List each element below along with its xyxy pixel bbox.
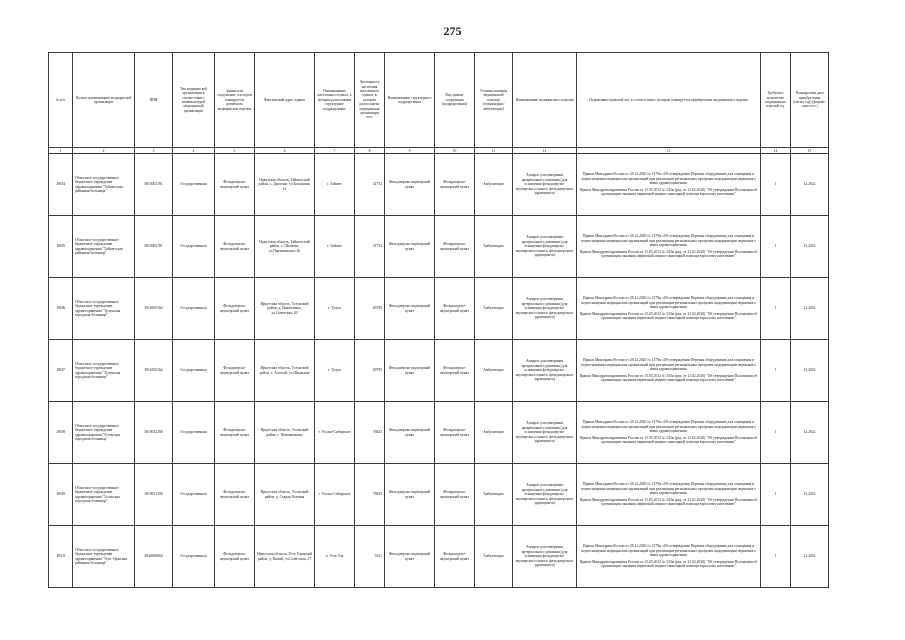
organization-name-cell: Областное государственное бюджетное учреждение здравоохранения "Усть-Удинская районная больница" <box>73 526 135 588</box>
legal-act-cell <box>577 402 761 464</box>
header-cell: Численность населения населенного пункта, в котором расположено медицинская организация чел. <box>355 53 385 148</box>
inn-cell: 3816001164 <box>135 340 173 402</box>
row-number-cell: 1806 <box>49 278 73 340</box>
quantity-cell: 1 <box>761 402 791 464</box>
header-cell: № п/п <box>49 53 73 148</box>
header-cell: Вид здания/сооружения (подразделения) <box>435 53 475 148</box>
medical-equipment-table <box>48 52 829 588</box>
quantity-cell: 1 <box>761 216 791 278</box>
legal-act-cell <box>577 464 761 526</box>
building-kind-cell: Фельдшерско-акушерский пункт <box>435 402 475 464</box>
column-number: 3 <box>135 148 173 154</box>
table-row <box>49 402 829 464</box>
structural-unit-cell: Фельдшерско-акушерский пункт <box>385 154 435 216</box>
header-cell: Условия оказания медицинской помощи (стационарно/амбулаторно) <box>475 53 513 148</box>
locality-cell: г. Усолье-Сибирское <box>315 402 355 464</box>
medical-device-cell: Аппарат для измерения артериального давления (для оснащения фельдшерско-акушерского пункта, фельдшерского здравпункта) <box>513 216 577 278</box>
column-number: 6 <box>255 148 315 154</box>
legal-act-text: Приказ Минздравсоцразвития России от 15.05.2012 № 543н (ред. от 21.02.2020) "Об утверждении Положения об организации оказания первичной медико-санитарной помощи взрослому населению" <box>579 249 758 259</box>
care-conditions-cell: Амбулаторно <box>475 154 513 216</box>
building-cell: Фельдшерско-акушерский пункт <box>215 402 255 464</box>
quantity-cell: 1 <box>761 464 791 526</box>
legal-act-text: Приказ Минздрава России от 28.12.2020 № 1379н «Об утверждении Перечня оборудования для оснащения и переоснащения медицинских организаций при реализации региональных программ модернизации первичного звена здравоохранения» <box>581 358 756 372</box>
header-cell: Требуемое количество медицинских изделий, ед. <box>761 53 791 148</box>
legal-act-text: Приказ Минздрава России от 28.12.2020 № 1379н «Об утверждении Перечня оборудования для оснащения и переоснащения медицинских организаций при реализации региональных программ модернизации первичного звена здравоохранения» <box>581 544 756 558</box>
population-cell: 76825 <box>355 402 385 464</box>
inn-cell: 3815002781 <box>135 216 173 278</box>
building-cell: Фельдшерско-акушерский пункт <box>215 526 255 588</box>
population-cell: 5521 <box>355 526 385 588</box>
quantity-cell: 1 <box>761 278 791 340</box>
medical-device-cell: Аппарат для измерения артериального давления (для оснащения фельдшерско-акушерского пункта, фельдшерского здравпункта) <box>513 154 577 216</box>
legal-act-text: Приказ Минздрава России от 28.12.2020 № 1379н «Об утверждении Перечня оборудования для оснащения и переоснащения медицинских организаций при реализации региональных программ модернизации первичного звена здравоохранения» <box>581 234 756 248</box>
medical-device-cell: Аппарат для измерения артериального давления (для оснащения фельдшерско-акушерского пункта, фельдшерского здравпункта) <box>513 526 577 588</box>
care-conditions-cell: Амбулаторно <box>475 526 513 588</box>
column-number: 13 <box>577 148 761 154</box>
header-cell: Планируемая дата приобретения (месяц, год) (формат: «мм.гггг») <box>791 53 829 148</box>
header-cell: Тип медицинской организации в соответствии с номенклатурой медицинской организации <box>173 53 215 148</box>
care-conditions-cell: Амбулаторно <box>475 464 513 526</box>
header-cell: Наименование медицинского изделия <box>513 53 577 148</box>
population-cell: 40793 <box>355 340 385 402</box>
medical-device-cell: Аппарат для измерения артериального давления (для оснащения фельдшерско-акушерского пункта, фельдшерского здравпункта) <box>513 402 577 464</box>
purchase-date-cell: 12.2022 <box>791 526 829 588</box>
locality-cell: г. Тайшет <box>315 216 355 278</box>
legal-act-text: Приказ Минздравсоцразвития России от 15.05.2012 № 543н (ред. от 21.02.2020) "Об утверждении Положения об организации оказания первичной медико-санитарной помощи взрослому населению" <box>579 497 758 507</box>
organization-name-cell: Областное государственное бюджетное учреждение здравоохранения "Тулунская городская больница" <box>73 278 135 340</box>
header-cell: ИНН <box>135 53 173 148</box>
medical-device-cell: Аппарат для измерения артериального давления (для оснащения фельдшерско-акушерского пункта, фельдшерского здравпункта) <box>513 278 577 340</box>
population-cell: 40793 <box>355 278 385 340</box>
address-cell: Иркутская область, Усольский район, д. Старая Ясачная <box>255 464 315 526</box>
column-number: 2 <box>73 148 135 154</box>
legal-act-text: Приказ Минздрава России от 28.12.2020 № 1379н «Об утверждении Перечня оборудования для оснащения и переоснащения медицинских организаций при реализации региональных программ модернизации первичного звена здравоохранения» <box>581 172 756 186</box>
legal-act-text: Приказ Минздрава России от 28.12.2020 № 1379н «Об утверждении Перечня оборудования для оснащения и переоснащения медицинских организаций при реализации региональных программ модернизации первичного звена здравоохранения» <box>581 420 756 434</box>
purchase-date-cell: 12.2022 <box>791 216 829 278</box>
building-cell: Фельдшерско-акушерский пункт <box>215 340 255 402</box>
care-conditions-cell: Амбулаторно <box>475 402 513 464</box>
row-number-cell: 1807 <box>49 340 73 402</box>
building-cell: Фельдшерско-акушерский пункт <box>215 464 255 526</box>
building-kind-cell: Фельдшерско-акушерский пункт <box>435 216 475 278</box>
address-cell: Иркутская область, Тулунский район, с. Алгатуй, ул.Школьная <box>255 340 315 402</box>
care-conditions-cell: Амбулаторно <box>475 216 513 278</box>
inn-cell: 3819012290 <box>135 464 173 526</box>
column-number: 7 <box>315 148 355 154</box>
legal-act-cell <box>577 216 761 278</box>
row-number-cell: 1804 <box>49 154 73 216</box>
building-cell: Фельдшерско-акушерский пункт <box>215 278 255 340</box>
column-number: 1 <box>49 148 73 154</box>
building-cell: Фельдшерско-акушерский пункт <box>215 154 255 216</box>
inn-cell: 3815002781 <box>135 154 173 216</box>
header-cell: Фактический адрес здания <box>255 53 315 148</box>
quantity-cell: 1 <box>761 154 791 216</box>
table-row <box>49 464 829 526</box>
legal-act-cell <box>577 340 761 402</box>
locality-cell: г. Тайшет <box>315 154 355 216</box>
address-cell: Иркутская область, Усольский район, с. Новожилкино <box>255 402 315 464</box>
address-cell: Иркутская область, Тайшетский район, с. Джогино, ул.Боханская, 1а <box>255 154 315 216</box>
address-cell: Иркутская область, Усть-Удинский район, д. Кижей, ул.Советская, 27 <box>255 526 315 588</box>
header-cell: Полное наименование медицинской организации <box>73 53 135 148</box>
legal-act-text: Приказ Минздравсоцразвития России от 15.05.2012 № 543н (ред. от 21.02.2020) "Об утверждении Положения об организации оказания первичной медико-санитарной помощи взрослому населению" <box>579 187 758 197</box>
row-number-cell: 1810 <box>49 526 73 588</box>
column-number: 10 <box>435 148 475 154</box>
organization-name-cell: Областное государственное бюджетное учреждение здравоохранения "Усольская городская больница" <box>73 464 135 526</box>
organization-name-cell: Областное государственное бюджетное учреждение здравоохранения "Усольская городская больница" <box>73 402 135 464</box>
organization-name-cell: Областное государственное бюджетное учреждение здравоохранения "Тайшетская районная больница" <box>73 216 135 278</box>
header-cell: Нормативно-правовой акт, в соответствии с которым планируется приобретение медицинского изделия <box>577 53 761 148</box>
structural-unit-cell: Фельдшерско-акушерский пункт <box>385 340 435 402</box>
table-row <box>49 216 829 278</box>
population-cell: 32754 <box>355 154 385 216</box>
population-cell: 76825 <box>355 464 385 526</box>
row-number-cell: 1809 <box>49 464 73 526</box>
locality-cell: г. Усолье-Сибирское <box>315 464 355 526</box>
row-number-cell: 1805 <box>49 216 73 278</box>
purchase-date-cell: 12.2022 <box>791 402 829 464</box>
legal-act-cell <box>577 526 761 588</box>
table-row <box>49 278 829 340</box>
medical-device-cell: Аппарат для измерения артериального давления (для оснащения фельдшерско-акушерского пункта, фельдшерского здравпункта) <box>513 340 577 402</box>
legal-act-text: Приказ Минздравсоцразвития России от 15.05.2012 № 543н (ред. от 21.02.2020) "Об утверждении Положения об организации оказания первичной медико-санитарной помощи взрослому населению" <box>579 559 758 569</box>
quantity-cell: 1 <box>761 526 791 588</box>
organization-type-cell: Государственная <box>173 526 215 588</box>
inn-cell: 3819012290 <box>135 402 173 464</box>
column-number: 15 <box>791 148 829 154</box>
population-cell: 32754 <box>355 216 385 278</box>
header-cell: Наименование населенного пункта, в котором расположена структурное подразделение <box>315 53 355 148</box>
organization-name-cell: Областное государственное бюджетное учреждение здравоохранения "Тайшетская районная больница" <box>73 154 135 216</box>
building-cell: Фельдшерско-акушерский пункт <box>215 216 255 278</box>
organization-name-cell: Областное государственное бюджетное учреждение здравоохранения "Тулунская городская больница" <box>73 340 135 402</box>
care-conditions-cell: Амбулаторно <box>475 278 513 340</box>
purchase-date-cell: 12.2022 <box>791 464 829 526</box>
column-number: 12 <box>513 148 577 154</box>
quantity-cell: 1 <box>761 340 791 402</box>
organization-type-cell: Государственная <box>173 464 215 526</box>
table-row <box>49 154 829 216</box>
building-kind-cell: Фельдшерско-акушерский пункт <box>435 526 475 588</box>
structural-unit-cell: Фельдшерско-акушерский пункт <box>385 278 435 340</box>
structural-unit-cell: Фельдшерско-акушерский пункт <box>385 526 435 588</box>
organization-type-cell: Государственная <box>173 340 215 402</box>
page-number: 275 <box>443 24 462 38</box>
header-cell: Наименование структурного подразделения <box>385 53 435 148</box>
row-number-cell: 1808 <box>49 402 73 464</box>
building-kind-cell: Фельдшерско-акушерский пункт <box>435 464 475 526</box>
column-number: 4 <box>173 148 215 154</box>
building-kind-cell: Фельдшерско-акушерский пункт <box>435 340 475 402</box>
structural-unit-cell: Фельдшерско-акушерский пункт <box>385 464 435 526</box>
legal-act-cell <box>577 278 761 340</box>
organization-type-cell: Государственная <box>173 216 215 278</box>
legal-act-text: Приказ Минздравсоцразвития России от 15.05.2012 № 543н (ред. от 21.02.2020) "Об утверждении Положения об организации оказания первичной медико-санитарной помощи взрослому населению" <box>579 435 758 445</box>
legal-act-text: Приказ Минздрава России от 28.12.2020 № 1379н «Об утверждении Перечня оборудования для оснащения и переоснащения медицинских организаций при реализации региональных программ модернизации первичного звена здравоохранения» <box>581 482 756 496</box>
purchase-date-cell: 12.2022 <box>791 340 829 402</box>
organization-type-cell: Государственная <box>173 278 215 340</box>
column-number: 5 <box>215 148 255 154</box>
care-conditions-cell: Амбулаторно <box>475 340 513 402</box>
column-number: 9 <box>385 148 435 154</box>
legal-act-text: Приказ Минздравсоцразвития России от 15.05.2012 № 543н (ред. от 21.02.2020) "Об утверждении Положения об организации оказания первичной медико-санитарной помощи взрослому населению" <box>579 373 758 383</box>
building-kind-cell: Фельдшерско-акушерский пункт <box>435 278 475 340</box>
locality-cell: п. Усть-Уда <box>315 526 355 588</box>
inn-cell: 3816001164 <box>135 278 173 340</box>
column-number: 14 <box>761 148 791 154</box>
organization-type-cell: Государственная <box>173 402 215 464</box>
inn-cell: 3842000860 <box>135 526 173 588</box>
legal-act-cell <box>577 154 761 216</box>
medical-device-cell: Аппарат для измерения артериального давления (для оснащения фельдшерско-акушерского пункта, фельдшерского здравпункта) <box>513 464 577 526</box>
legal-act-text: Приказ Минздравсоцразвития России от 15.05.2012 № 543н (ред. от 21.02.2020) "Об утверждении Положения об организации оказания первичной медико-санитарной помощи взрослому населению" <box>579 311 758 321</box>
building-kind-cell: Фельдшерско-акушерский пункт <box>435 154 475 216</box>
purchase-date-cell: 12.2022 <box>791 278 829 340</box>
address-cell: Иркутская область, Тайшетский район, с. Шелаево, ул.Партизанская, 26 <box>255 216 315 278</box>
locality-cell: г. Тулун <box>315 278 355 340</box>
organization-type-cell: Государственная <box>173 154 215 216</box>
column-number: 11 <box>475 148 513 154</box>
purchase-date-cell: 12.2022 <box>791 154 829 216</box>
header-row <box>49 53 829 148</box>
column-number: 8 <box>355 148 385 154</box>
locality-cell: г. Тулун <box>315 340 355 402</box>
header-cell: Здание или сооружение, в котором планируется размещать медицинские изделия <box>215 53 255 148</box>
address-cell: Иркутская область, Тулунский район, д. Никитаевка, ул.Советская, 20 <box>255 278 315 340</box>
structural-unit-cell: Фельдшерско-акушерский пункт <box>385 216 435 278</box>
structural-unit-cell: Фельдшерско-акушерский пункт <box>385 402 435 464</box>
table-row <box>49 340 829 402</box>
table-row <box>49 526 829 588</box>
legal-act-text: Приказ Минздрава России от 28.12.2020 № 1379н «Об утверждении Перечня оборудования для оснащения и переоснащения медицинских организаций при реализации региональных программ модернизации первичного звена здравоохранения» <box>581 296 756 310</box>
